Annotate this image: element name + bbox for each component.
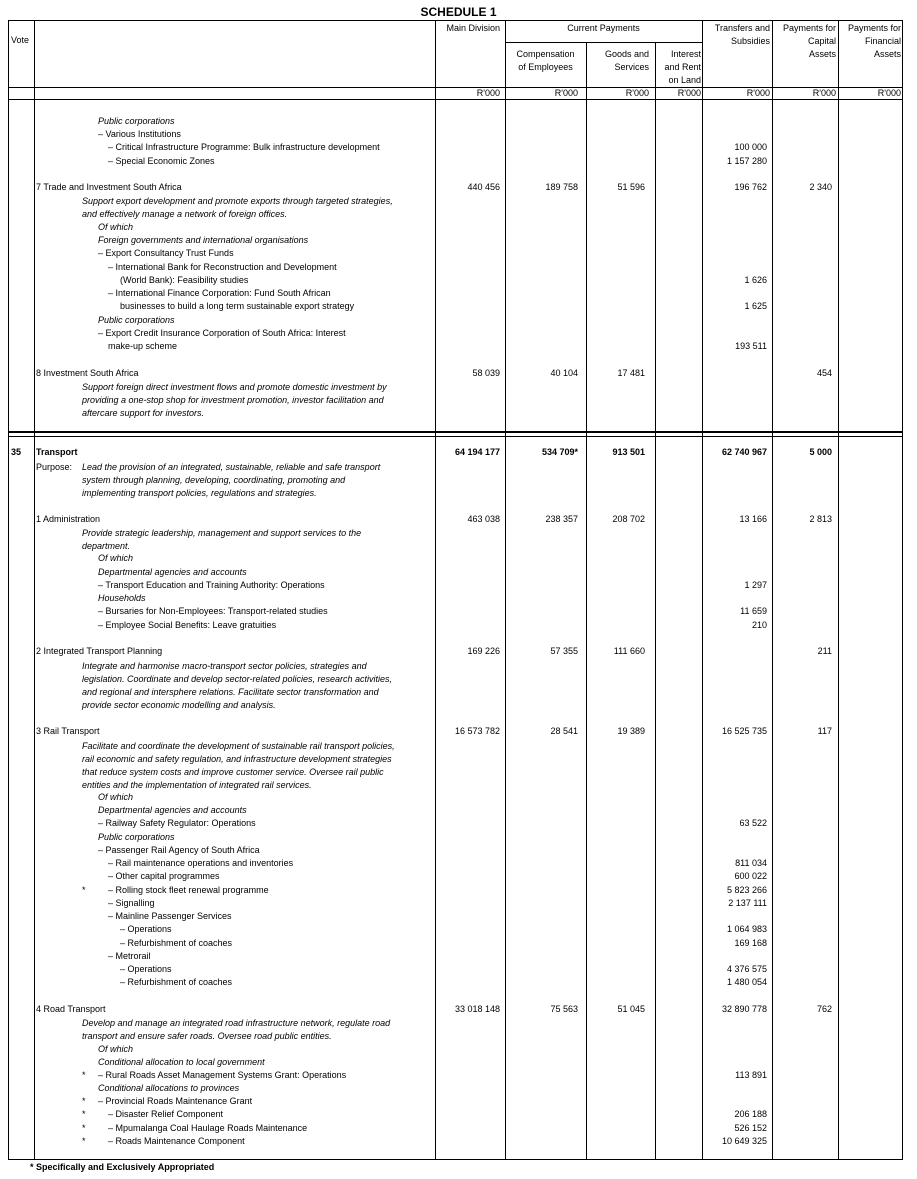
header-goods bbox=[587, 48, 649, 74]
row-label: Facilitate and coordinate the development of sustainable rail transport policies, bbox=[82, 741, 395, 751]
amount-tr: 811 034 bbox=[735, 858, 767, 868]
amount-md: 33 018 148 bbox=[454, 1004, 500, 1014]
header-financial-line3: Assets bbox=[873, 49, 901, 59]
amount-tr: 5 823 266 bbox=[726, 885, 767, 895]
row-label: rail economic and safety regulation, and infrastructure development strategies bbox=[82, 754, 392, 764]
row-label: Integrate and harmonise macro-transport sector policies, strategies and bbox=[82, 661, 367, 671]
amount-md: 64 194 177 bbox=[454, 447, 500, 457]
amount-tr: 1 064 983 bbox=[726, 924, 767, 934]
amount-gs: 913 501 bbox=[612, 447, 645, 457]
row-label: – Transport Education and Training Authority: Operations bbox=[98, 580, 325, 590]
unit-goods: R'000 bbox=[625, 88, 649, 98]
header-compensation bbox=[506, 48, 585, 74]
row-label: 2 Integrated Transport Planning bbox=[36, 646, 163, 656]
amount-ca: 2 340 bbox=[809, 182, 832, 192]
row-label: Transport bbox=[36, 447, 78, 457]
row-label: Support foreign direct investment flows and promote domestic investment by bbox=[82, 382, 387, 392]
amount-gs: 17 481 bbox=[617, 368, 645, 378]
amount-md: 463 038 bbox=[467, 514, 500, 524]
amount-tr: 11 659 bbox=[740, 606, 767, 616]
amount-tr: 100 000 bbox=[734, 142, 767, 152]
appropriated-mark: * bbox=[82, 1109, 86, 1119]
amount-ca: 5 000 bbox=[809, 447, 832, 457]
header-interest bbox=[656, 48, 701, 87]
amount-ca: 211 bbox=[817, 646, 832, 656]
amount-ca: 762 bbox=[816, 1004, 832, 1014]
row-label: 7 Trade and Investment South Africa bbox=[36, 182, 182, 192]
row-label: – Bursaries for Non-Employees: Transport-related studies bbox=[98, 606, 328, 616]
row-label: – Signalling bbox=[108, 898, 155, 908]
amount-tr: 196 762 bbox=[734, 182, 767, 192]
row-label: Provide strategic leadership, management and support services to the bbox=[82, 528, 362, 538]
header-compensation-line1: Compensation bbox=[516, 49, 575, 59]
row-label: – International Bank for Reconstruction and Development bbox=[108, 262, 337, 272]
purpose-label: Purpose: bbox=[36, 462, 73, 472]
amount-gs: 19 389 bbox=[617, 726, 645, 736]
amount-tr: 63 522 bbox=[739, 818, 767, 828]
row-label: – Special Economic Zones bbox=[108, 156, 215, 166]
amount-ce: 189 758 bbox=[545, 182, 578, 192]
row-label: – Mpumalanga Coal Haulage Roads Maintenance bbox=[108, 1123, 308, 1133]
row-label: Households bbox=[98, 593, 146, 603]
row-label: – Rural Roads Asset Management Systems Grant: Operations bbox=[98, 1070, 347, 1080]
amount-ce: 75 563 bbox=[550, 1004, 578, 1014]
amount-tr: 1 625 bbox=[744, 301, 767, 311]
table-bottom-border bbox=[8, 1159, 903, 1160]
row-label: Of which bbox=[98, 1044, 134, 1054]
amount-gs: 51 045 bbox=[617, 1004, 645, 1014]
row-label: – Export Consultancy Trust Funds bbox=[98, 248, 234, 258]
row-label: – Refurbishment of coaches bbox=[120, 977, 233, 987]
row-label: businesses to build a long term sustainable export strategy bbox=[120, 301, 355, 311]
header-transfers-line1: Transfers and bbox=[714, 23, 770, 33]
row-label: – Railway Safety Regulator: Operations bbox=[98, 818, 256, 828]
header-goods-line1: Goods and bbox=[604, 49, 649, 59]
row-label: Departmental agencies and accounts bbox=[98, 805, 247, 815]
amount-tr: 113 891 bbox=[735, 1070, 767, 1080]
amount-ca: 117 bbox=[817, 726, 832, 736]
amount-tr: 13 166 bbox=[739, 514, 767, 524]
row-label: department. bbox=[82, 541, 131, 551]
unit-main: R'000 bbox=[476, 88, 500, 98]
appropriated-mark: * bbox=[82, 885, 86, 895]
row-label: 4 Road Transport bbox=[36, 1004, 106, 1014]
row-label: – International Finance Corporation: Fund South African bbox=[108, 288, 331, 298]
row-label: Lead the provision of an integrated, sustainable, reliable and safe transport bbox=[82, 462, 381, 472]
row-label: – Operations bbox=[120, 924, 172, 934]
header-capital-line3: Assets bbox=[808, 49, 836, 59]
row-label: Public corporations bbox=[98, 116, 175, 126]
row-label: Of which bbox=[98, 553, 134, 563]
row-label: 8 Investment South Africa bbox=[36, 368, 139, 378]
amount-tr: 1 297 bbox=[744, 580, 767, 590]
row-label: 1 Administration bbox=[36, 514, 101, 524]
amount-md: 169 226 bbox=[467, 646, 500, 656]
header-financial-line1: Payments for bbox=[847, 23, 901, 33]
row-label: transport and ensure safer roads. Oversee road public entities. bbox=[82, 1031, 332, 1041]
row-label: – Disaster Relief Component bbox=[108, 1109, 224, 1119]
amount-ca: 454 bbox=[816, 368, 832, 378]
amount-tr: 32 890 778 bbox=[721, 1004, 767, 1014]
appropriated-mark: * bbox=[82, 1136, 86, 1146]
amount-tr: 1 626 bbox=[744, 275, 767, 285]
amount-gs: 111 660 bbox=[613, 646, 645, 656]
vote-separator-inner bbox=[8, 436, 903, 437]
amount-tr: 193 511 bbox=[735, 341, 767, 351]
row-label: and regional and intersphere relations. Facilitate sector transformation and bbox=[82, 687, 379, 697]
amount-tr: 1 480 054 bbox=[726, 977, 767, 987]
amount-md: 440 456 bbox=[467, 182, 500, 192]
amount-ce: 40 104 bbox=[550, 368, 578, 378]
amount-tr: 2 137 111 bbox=[728, 898, 767, 908]
current-payments-underline bbox=[505, 42, 702, 43]
row-label: Public corporations bbox=[98, 832, 175, 842]
row-label: – Rail maintenance operations and inventories bbox=[108, 858, 294, 868]
row-label: entities and the implementation of integrated rail services. bbox=[82, 780, 312, 790]
appropriated-mark: * bbox=[82, 1070, 86, 1080]
amount-ce: 28 541 bbox=[550, 726, 578, 736]
row-label: providing a one-stop shop for investment promotion, investor facilitation and bbox=[82, 395, 384, 405]
header-compensation-line2: of Employees bbox=[518, 62, 573, 72]
amount-ce: 534 709* bbox=[541, 447, 578, 457]
amount-tr: 1 157 280 bbox=[726, 156, 767, 166]
row-label: – Export Credit Insurance Corporation of South Africa: Interest bbox=[98, 328, 346, 338]
row-label: provide sector economic modelling and analysis. bbox=[82, 700, 276, 710]
header-financial-line2: Financial bbox=[864, 36, 901, 46]
header-current-payments: Current Payments bbox=[567, 23, 640, 33]
unit-interest: R'000 bbox=[677, 88, 701, 98]
amount-md: 16 573 782 bbox=[454, 726, 500, 736]
amount-gs: 51 596 bbox=[617, 182, 645, 192]
amount-tr: 210 bbox=[751, 620, 767, 630]
row-label: – Roads Maintenance Component bbox=[108, 1136, 245, 1146]
unit-financial: R'000 bbox=[877, 88, 901, 98]
row-label: make-up scheme bbox=[108, 341, 178, 351]
row-label: 3 Rail Transport bbox=[36, 726, 100, 736]
row-label: Support export development and promote exports through targeted strategies, bbox=[82, 196, 393, 206]
row-label: Of which bbox=[98, 222, 134, 232]
col-line-vote bbox=[34, 20, 35, 1160]
row-label: – Other capital programmes bbox=[108, 871, 220, 881]
row-label: Public corporations bbox=[98, 315, 175, 325]
col-line-financial bbox=[838, 20, 839, 1160]
row-label: – Refurbishment of coaches bbox=[120, 938, 233, 948]
amount-tr: 169 168 bbox=[734, 938, 767, 948]
col-line-interest bbox=[655, 42, 656, 1160]
row-label: Departmental agencies and accounts bbox=[98, 567, 247, 577]
row-label: – Operations bbox=[120, 964, 172, 974]
row-label: that reduce system costs and improve customer service. Oversee rail public bbox=[82, 767, 384, 777]
col-line-goods bbox=[586, 42, 587, 1160]
unit-transfers: R'000 bbox=[746, 88, 770, 98]
row-label: – Mainline Passenger Services bbox=[108, 911, 232, 921]
row-label: – Provincial Roads Maintenance Grant bbox=[98, 1096, 253, 1106]
row-label: Conditional allocation to local government bbox=[98, 1057, 265, 1067]
header-interest-line1: Interest bbox=[670, 49, 701, 59]
amount-md: 58 039 bbox=[472, 368, 500, 378]
page-title: SCHEDULE 1 bbox=[420, 5, 497, 19]
amount-ce: 57 355 bbox=[550, 646, 578, 656]
footnote: * Specifically and Exclusively Appropriated bbox=[30, 1162, 215, 1172]
row-label: legislation. Coordinate and develop sector-related policies, research activities, bbox=[82, 674, 393, 684]
row-label: Develop and manage an integrated road infrastructure network, regulate road bbox=[82, 1018, 391, 1028]
header-interest-line2: and Rent bbox=[664, 62, 701, 72]
header-capital-line1: Payments for bbox=[782, 23, 836, 33]
unit-capital: R'000 bbox=[812, 88, 836, 98]
row-label: Of which bbox=[98, 792, 134, 802]
header-main-division: Main Division bbox=[446, 23, 500, 33]
header-financial bbox=[839, 22, 901, 61]
vote-separator bbox=[8, 431, 903, 433]
row-label: – Various Institutions bbox=[98, 129, 181, 139]
row-label: and effectively manage a network of foreign offices. bbox=[82, 209, 288, 219]
row-label: Foreign governments and international organisations bbox=[98, 235, 309, 245]
header-transfers-line2: Subsidies bbox=[730, 36, 770, 46]
row-label: – Metrorail bbox=[108, 951, 151, 961]
row-label: – Critical Infrastructure Programme: Bulk infrastructure development bbox=[108, 142, 380, 152]
row-label: – Passenger Rail Agency of South Africa bbox=[98, 845, 260, 855]
amount-tr: 600 022 bbox=[734, 871, 767, 881]
header-vote: Vote bbox=[11, 35, 30, 45]
row-label: – Employee Social Benefits: Leave gratuities bbox=[98, 620, 277, 630]
vote-number: 35 bbox=[11, 447, 22, 457]
amount-tr: 4 376 575 bbox=[726, 964, 767, 974]
header-capital bbox=[773, 22, 836, 61]
header-transfers bbox=[703, 22, 770, 48]
row-label: implementing transport policies, regulations and strategies. bbox=[82, 488, 317, 498]
header-interest-line3: on Land bbox=[668, 75, 701, 85]
table-top-border bbox=[8, 20, 903, 21]
header-goods-line2: Services bbox=[614, 62, 649, 72]
header-capital-line2: Capital bbox=[807, 36, 836, 46]
amount-tr: 206 188 bbox=[734, 1109, 767, 1119]
appropriated-mark: * bbox=[82, 1123, 86, 1133]
row-label: – Rolling stock fleet renewal programme bbox=[108, 885, 269, 895]
col-line-left bbox=[8, 20, 9, 1160]
row-label: aftercare support for investors. bbox=[82, 408, 205, 418]
row-label: Conditional allocations to provinces bbox=[98, 1083, 240, 1093]
amount-tr: 526 152 bbox=[734, 1123, 767, 1133]
amount-ce: 238 357 bbox=[545, 514, 578, 524]
amount-ca: 2 813 bbox=[809, 514, 832, 524]
amount-tr: 62 740 967 bbox=[721, 447, 767, 457]
row-label: (World Bank): Feasibility studies bbox=[120, 275, 249, 285]
amount-tr: 16 525 735 bbox=[721, 726, 767, 736]
unit-comp: R'000 bbox=[554, 88, 578, 98]
col-line-right bbox=[902, 20, 903, 1160]
row-label: system through planning, developing, coordinating, promoting and bbox=[82, 475, 346, 485]
amount-gs: 208 702 bbox=[612, 514, 645, 524]
appropriated-mark: * bbox=[82, 1096, 86, 1106]
amount-tr: 10 649 325 bbox=[721, 1136, 767, 1146]
